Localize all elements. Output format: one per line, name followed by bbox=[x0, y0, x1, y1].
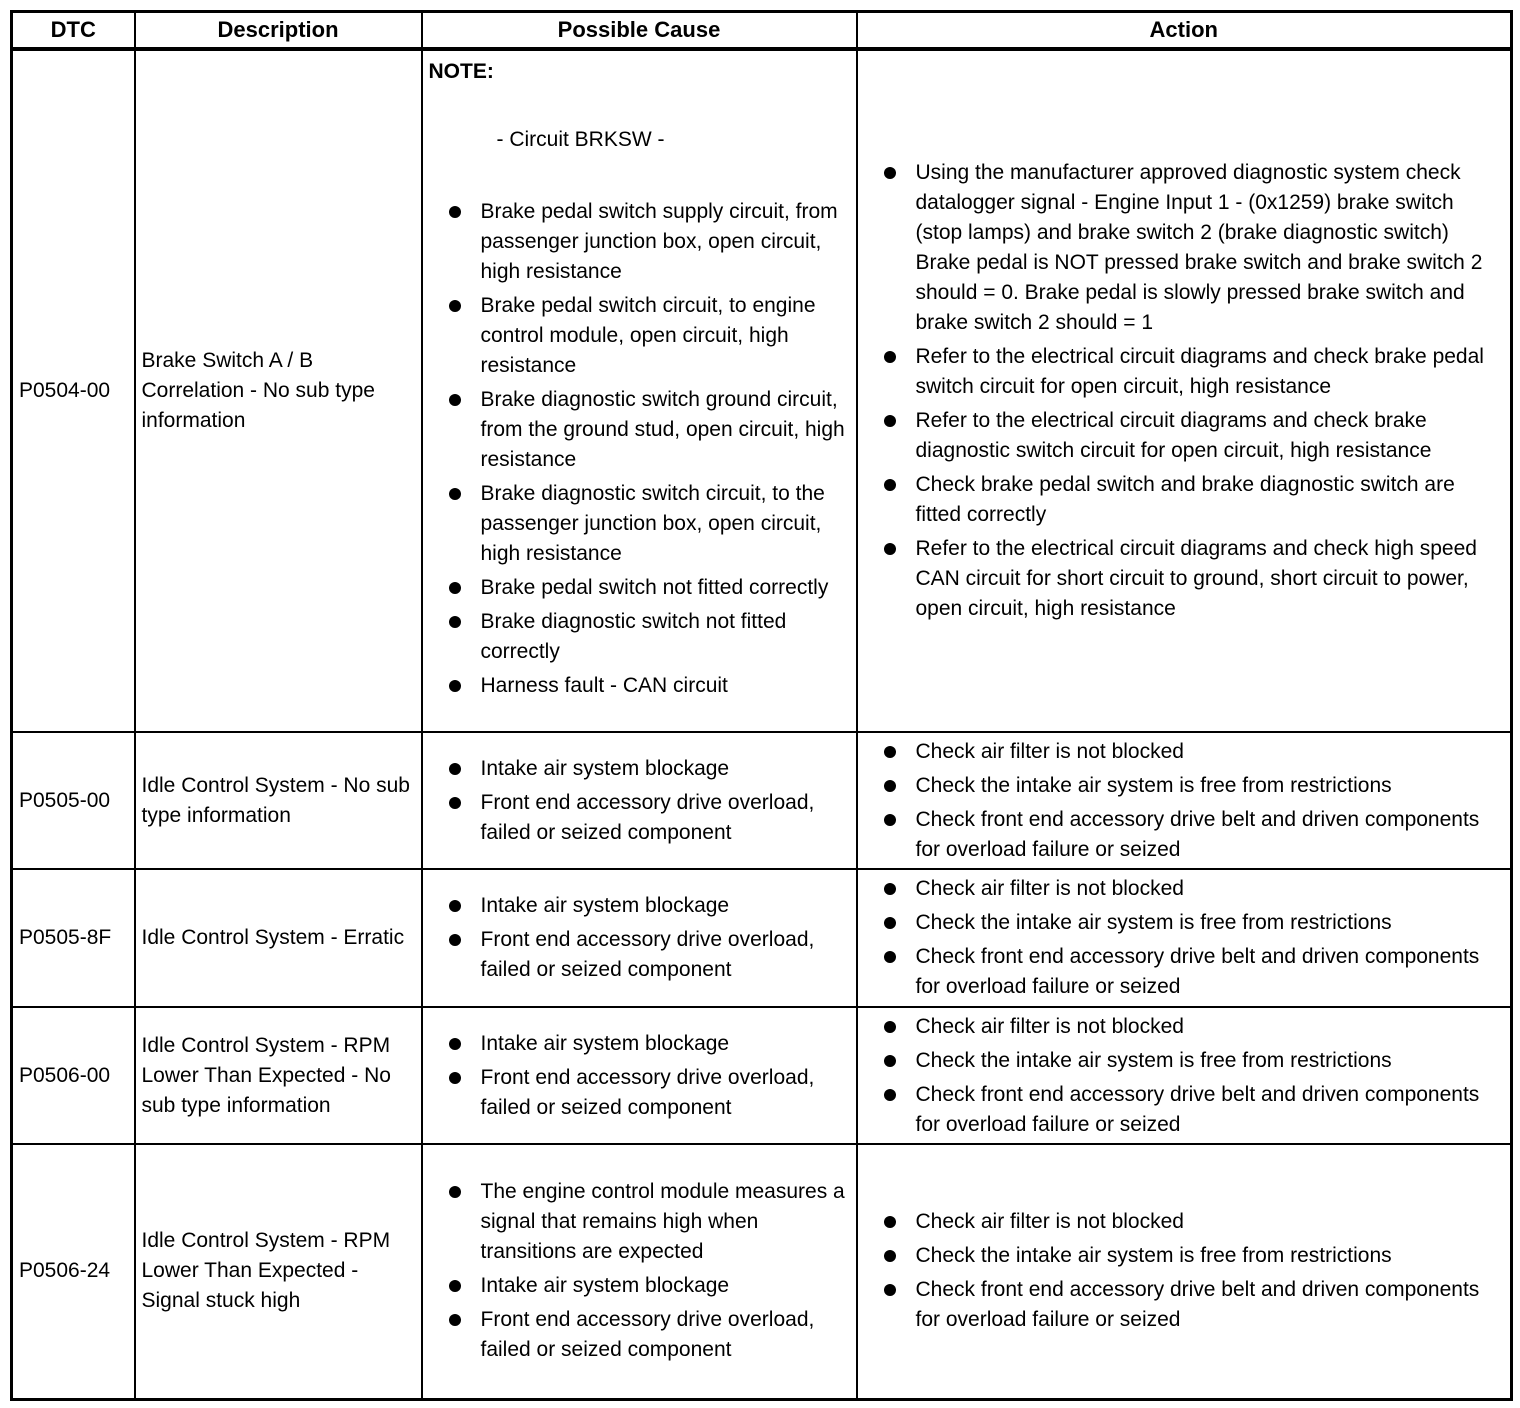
bullet-item: Brake diagnostic switch circuit, to the passenger junction box, open circuit, high resistance bbox=[429, 479, 850, 569]
bullet-item: Check the intake air system is free from restrictions bbox=[864, 1241, 1505, 1271]
bullet-item: Check front end accessory drive belt and driven components for overload failure or seized bbox=[864, 1080, 1505, 1140]
bullet-item: Check air filter is not blocked bbox=[864, 1012, 1505, 1042]
note-label: NOTE: bbox=[428, 60, 494, 83]
action-cell bbox=[857, 869, 1512, 1007]
bullet-item: Check front end accessory drive belt and driven components for overload failure or seized bbox=[864, 1275, 1505, 1335]
bullet-item: Brake pedal switch circuit, to engine control module, open circuit, high resistance bbox=[429, 291, 850, 381]
bullet-item: Refer to the electrical circuit diagrams and check brake diagnostic switch circuit for open circuit, high resistance bbox=[864, 406, 1505, 466]
bullet-item: Front end accessory drive overload, failed or seized component bbox=[429, 1063, 850, 1123]
action-list bbox=[864, 737, 1505, 865]
bullet-item: Brake diagnostic switch ground circuit, from the ground stud, open circuit, high resistance bbox=[429, 385, 850, 475]
bullet-item: Refer to the electrical circuit diagrams and check high speed CAN circuit for short circuit to ground, short circuit to power, open circuit, high resistance bbox=[864, 534, 1505, 624]
dtc-cell: P0505-8F bbox=[12, 869, 135, 1007]
header-description: Description bbox=[135, 12, 422, 50]
action-cell bbox=[857, 1007, 1512, 1144]
header-dtc: DTC bbox=[12, 12, 135, 50]
possible-cause-cell bbox=[422, 1144, 857, 1399]
action-list bbox=[864, 158, 1505, 624]
possible-cause-cell bbox=[422, 49, 857, 732]
table-row bbox=[12, 1144, 1512, 1399]
spacer bbox=[429, 155, 850, 197]
bullet-item: Check air filter is not blocked bbox=[864, 737, 1505, 767]
possible-cause-cell bbox=[422, 869, 857, 1007]
bullet-item: Brake diagnostic switch not fitted correctly bbox=[429, 607, 850, 667]
table-row bbox=[12, 869, 1512, 1007]
cause-list bbox=[429, 891, 850, 985]
cause-list bbox=[429, 1029, 850, 1123]
bullet-item: Check front end accessory drive belt and driven components for overload failure or seized bbox=[864, 942, 1505, 1002]
table-row bbox=[12, 732, 1512, 869]
dtc-cell: P0504-00 bbox=[12, 49, 135, 732]
bullet-item: Check the intake air system is free from restrictions bbox=[864, 771, 1505, 801]
bullet-item: Front end accessory drive overload, failed or seized component bbox=[429, 1305, 850, 1365]
bullet-item: Intake air system blockage bbox=[429, 754, 850, 784]
bullet-item: Check the intake air system is free from restrictions bbox=[864, 1046, 1505, 1076]
dtc-table bbox=[10, 10, 1513, 1401]
bullet-item: Brake pedal switch not fitted correctly bbox=[429, 573, 850, 603]
bullet-item: Check the intake air system is free from restrictions bbox=[864, 908, 1505, 938]
action-list bbox=[864, 1012, 1505, 1140]
bullet-item: The engine control module measures a signal that remains high when transitions are expected bbox=[429, 1177, 850, 1267]
bullet-item: Intake air system blockage bbox=[429, 891, 850, 921]
cause-list bbox=[429, 1177, 850, 1365]
dtc-cell: P0505-00 bbox=[12, 732, 135, 869]
note-text: - Circuit BRKSW - bbox=[496, 128, 665, 151]
bullet-item: Brake pedal switch supply circuit, from passenger junction box, open circuit, high resistance bbox=[429, 197, 850, 287]
cause-list bbox=[429, 197, 850, 701]
description-cell: Brake Switch A / B Correlation - No sub type information bbox=[135, 49, 422, 732]
cause-list bbox=[429, 754, 850, 848]
bullet-item: Refer to the electrical circuit diagrams and check brake pedal switch circuit for open circuit, high resistance bbox=[864, 342, 1505, 402]
description-cell: Idle Control System - RPM Lower Than Expected - Signal stuck high bbox=[135, 1144, 422, 1399]
header-row bbox=[12, 12, 1512, 50]
bullet-item: Check front end accessory drive belt and driven components for overload failure or seized bbox=[864, 805, 1505, 865]
description-cell: Idle Control System - Erratic bbox=[135, 869, 422, 1007]
bullet-item: Intake air system blockage bbox=[429, 1271, 850, 1301]
action-list bbox=[864, 1207, 1505, 1335]
bullet-item: Front end accessory drive overload, failed or seized component bbox=[429, 925, 850, 985]
header-action: Action bbox=[857, 12, 1512, 50]
bullet-item: Check brake pedal switch and brake diagnostic switch are fitted correctly bbox=[864, 470, 1505, 530]
bullet-item: Using the manufacturer approved diagnostic system check datalogger signal - Engine Input 1 - (0x1259) brake switch (stop lamps) and brake switch 2 (brake diagnostic switch) Brake pedal is NOT pressed brake switch and brake switch 2 should = 0. Brake pedal is slowly pressed brake switch and brake switch 2 should = 1 bbox=[864, 158, 1505, 338]
bullet-item: Check air filter is not blocked bbox=[864, 1207, 1505, 1237]
action-cell bbox=[857, 1144, 1512, 1399]
possible-cause-cell bbox=[422, 732, 857, 869]
bullet-item: Front end accessory drive overload, failed or seized component bbox=[429, 788, 850, 848]
dtc-cell: P0506-24 bbox=[12, 1144, 135, 1399]
action-cell bbox=[857, 732, 1512, 869]
bullet-item: Intake air system blockage bbox=[429, 1029, 850, 1059]
bullet-item: Harness fault - CAN circuit bbox=[429, 671, 850, 701]
bullet-item: Check air filter is not blocked bbox=[864, 874, 1505, 904]
description-cell: Idle Control System - No sub type information bbox=[135, 732, 422, 869]
table-row bbox=[12, 1007, 1512, 1144]
action-list bbox=[864, 874, 1505, 1002]
table-row bbox=[12, 49, 1512, 732]
description-cell: Idle Control System - RPM Lower Than Expected - No sub type information bbox=[135, 1007, 422, 1144]
possible-cause-cell bbox=[422, 1007, 857, 1144]
action-cell bbox=[857, 49, 1512, 732]
dtc-cell: P0506-00 bbox=[12, 1007, 135, 1144]
header-possible-cause: Possible Cause bbox=[422, 12, 857, 50]
